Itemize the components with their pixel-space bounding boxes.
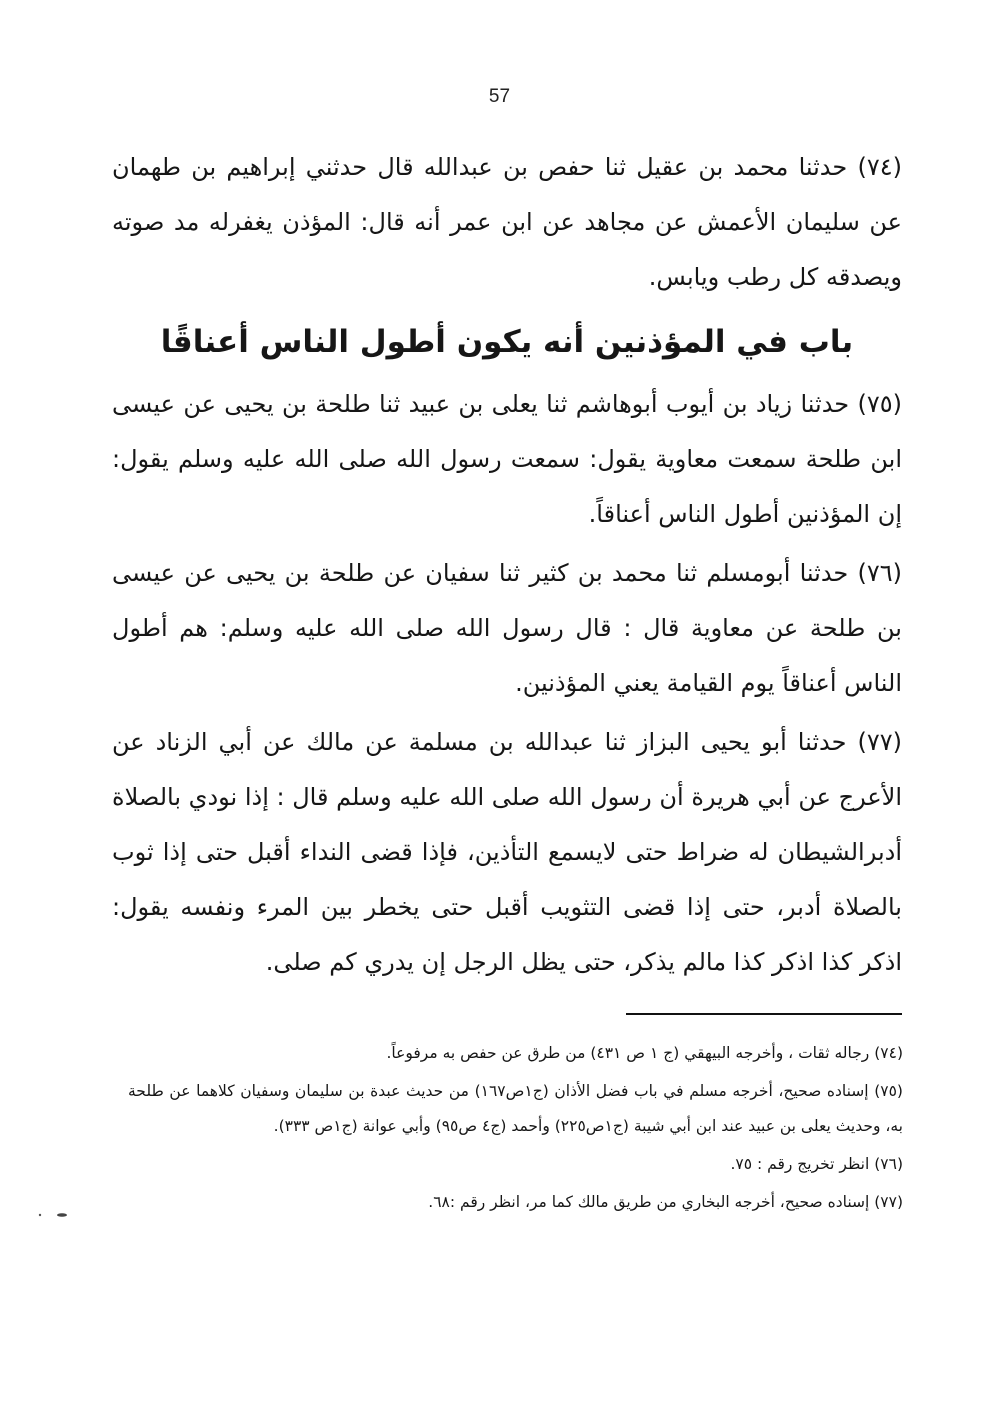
- scan-speck: [36, 1212, 76, 1218]
- page-number: 57: [488, 86, 511, 107]
- footnote-76: (٧٦) انظر تخريج رقم : ٧٥.: [730, 1155, 903, 1173]
- footnotes: [128, 1036, 903, 1223]
- hadith-75: (٧٥) حدثنا زياد بن أيوب أبوهاشم ثنا يعلى بن عبيد ثنا طلحة بن يحيى عن عيسى ابن طلحة سمعت معاوية يقول: سمعت رسول الله صلى الله عليه وسلم يقول: إن المؤذنين أطول الناس أعناقاً.: [112, 390, 902, 528]
- hadith-77: (٧٧) حدثنا أبو يحيى البزاز ثنا عبدالله بن مسلمة عن مالك عن أبي الزناد عن الأعرج عن أبي هريرة أن رسول الله صلى الله عليه وسلم قال : إذا نودي بالصلاة أدبرالشيطان له ضراط حتى لايسمع التأذين، فإذا قضى النداء أقبل حتى إذا ثوب بالصلاة أدبر، حتى إذا قضى التثويب أقبل حتى يخطر بين المرء ونفسه يقول: اذكر كذا اذكر كذا مالم يذكر، حتى يظل الرجل إن يدري كم صلى.: [112, 728, 902, 976]
- footnote-75: (٧٥) إسناده صحيح، أخرجه مسلم في باب فضل الأذان (ج١ص١٦٧) من حديث عبدة بن سليمان وسفيان كلاهما عن طلحة به، وحديث يعلى بن عبيد عند ابن أبي شيبة (ج١ص٢٢٥) وأحمد (ج٤ ص٩٥) وأبي عوانة (ج١ص ٣٣٣).: [128, 1082, 903, 1135]
- footnote-77: (٧٧) إسناده صحيح، أخرجه البخاري من طريق مالك كما مر، انظر رقم :٦٨.: [428, 1193, 903, 1211]
- hadith-76: (٧٦) حدثنا أبومسلم ثنا محمد بن كثير ثنا سفيان عن طلحة بن يحيى عن عيسى بن طلحة عن معاوية قال : قال رسول الله صلى الله عليه وسلم: هم أطول الناس أعناقاً يوم القيامة يعني المؤذنين.: [112, 559, 902, 697]
- chapter-heading: باب في المؤذنين أنه يكون أطول الناس أعناقًا: [160, 324, 854, 360]
- hadith-74: (٧٤) حدثنا محمد بن عقيل ثنا حفص بن عبدالله قال حدثني إبراهيم بن طهمان عن سليمان الأعمش عن مجاهد عن ابن عمر أنه قال: المؤذن يغفرله مد صوته ويصدقه كل رطب ويابس.: [112, 153, 902, 291]
- footnote-divider: [626, 1013, 902, 1015]
- footnote-74: (٧٤) رجاله ثقات ، وأخرجه البيهقي (ج ١ ص ٤٣١) من طرق عن حفص به مرفوعاً.: [386, 1044, 903, 1062]
- main-text: [112, 140, 902, 990]
